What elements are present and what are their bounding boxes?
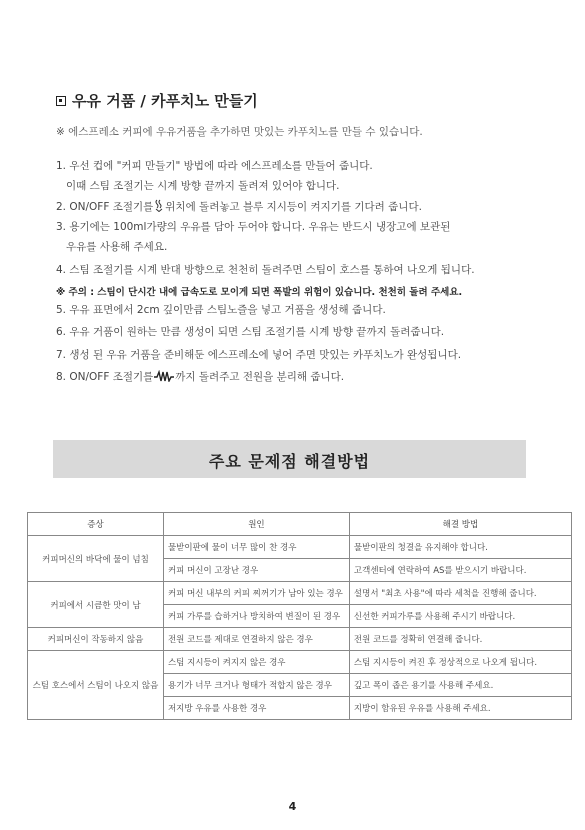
symptom-cell: 스팀 호스에서 스팀이 나오지 않음 — [28, 651, 164, 720]
solution-cell: 고객센터에 연락하여 AS를 받으시기 바랍니다. — [349, 559, 571, 582]
step-8 — [56, 369, 344, 385]
troubleshooting-title: 주요 문제점 해결방법 — [208, 452, 371, 471]
heater-wave-icon — [153, 370, 175, 385]
cause-cell: 커피 머신 내부의 커피 찌꺼기가 남아 있는 경우 — [163, 582, 349, 605]
symptom-cell: 커피머신이 작동하지 않음 — [28, 628, 164, 651]
cause-cell: 커피 가루를 습하거나 방치하여 변질이 된 경우 — [163, 605, 349, 628]
table-row — [28, 536, 572, 559]
step-2-post: 위치에 돌려놓고 블루 지시등이 켜지기를 기다려 줍니다. — [165, 201, 422, 213]
solution-cell: 전원 코드를 정확히 연결해 줍니다. — [349, 628, 571, 651]
troubleshooting-table — [27, 512, 572, 720]
header-symptom: 증상 — [28, 513, 164, 536]
step-7: 7. 생성 된 우유 거품을 준비해둔 에스프레소에 넣어 주면 맛있는 카푸치노가 완성됩니다. — [56, 349, 462, 361]
caution-note: ※ 주의 : 스팀이 단시간 내에 급속도로 모이게 되면 폭발의 위험이 있습니다. 천천히 돌려 주세요. — [56, 287, 463, 298]
solution-cell: 물받이판의 청결을 유지해야 합니다. — [349, 536, 571, 559]
symptom-cell: 커피머신의 바닥에 물이 넘침 — [28, 536, 164, 582]
step-3: 3. 용기에는 100ml가량의 우유를 담아 두어야 합니다. 우유는 반드시 냉장고에 보관된 — [56, 221, 451, 233]
steam-icon — [153, 199, 165, 215]
cause-cell: 물받이판에 물이 너무 많이 찬 경우 — [163, 536, 349, 559]
step-8-post: 까지 돌려주고 전원을 분리해 줍니다. — [175, 371, 345, 383]
step-3-detail: 우유를 사용해 주세요. — [66, 241, 168, 253]
page-number: 4 — [288, 800, 297, 813]
header-cause: 원인 — [163, 513, 349, 536]
cause-cell: 전원 코드를 제대로 연결하지 않은 경우 — [163, 628, 349, 651]
step-5: 5. 우유 표면에서 2cm 깊이만큼 스팀노즐을 넣고 거품을 생성해 줍니다. — [56, 304, 386, 316]
table-row — [28, 582, 572, 605]
step-8-pre: 8. ON/OFF 조절기를 — [56, 371, 154, 383]
table-row — [28, 628, 572, 651]
solution-cell: 신선한 커피가루를 사용해 주시기 바랍니다. — [349, 605, 571, 628]
table-row — [28, 651, 572, 674]
step-1-detail: 이때 스팀 조절기는 시계 방향 끝까지 돌려져 있어야 합니다. — [66, 180, 340, 192]
cause-cell: 저지방 우유를 사용한 경우 — [163, 697, 349, 720]
step-6: 6. 우유 거품이 원하는 만큼 생성이 되면 스팀 조절기를 시계 방향 끝까지 돌려줍니다. — [56, 326, 445, 338]
cause-cell: 커피 머신이 고장난 경우 — [163, 559, 349, 582]
solution-cell: 깊고 폭이 좁은 용기를 사용해 주세요. — [349, 674, 571, 697]
solution-cell: 설명서 "최초 사용"에 따라 세척을 진행해 줍니다. — [349, 582, 571, 605]
square-bullet-icon — [56, 96, 66, 106]
step-4: 4. 스팀 조절기를 시계 반대 방향으로 천천히 돌려주면 스팀이 호스를 통하여 나오게 됩니다. — [56, 264, 475, 276]
solution-cell: 스팀 지시등이 켜진 후 정상적으로 나오게 됩니다. — [349, 651, 571, 674]
intro-note: ※ 에스프레소 커피에 우유거품을 추가하면 맛있는 카푸치노를 만들 수 있습니다. — [56, 126, 423, 138]
cause-cell: 스팀 지시등이 켜지지 않은 경우 — [163, 651, 349, 674]
troubleshooting-banner — [53, 440, 526, 478]
section-title-text: 우유 거품 / 카푸치노 만들기 — [72, 92, 258, 110]
table-header-row — [28, 513, 572, 536]
step-1: 1. 우선 컵에 "커피 만들기" 방법에 따라 에스프레소를 만들어 줍니다. — [56, 160, 373, 172]
step-2 — [56, 199, 422, 215]
solution-cell: 지방이 함유된 우유를 사용해 주세요. — [349, 697, 571, 720]
section-title — [56, 90, 258, 111]
cause-cell: 용기가 너무 크거나 형태가 적합지 않은 경우 — [163, 674, 349, 697]
header-solution: 해결 방법 — [349, 513, 571, 536]
symptom-cell: 커피에서 시큼한 맛이 남 — [28, 582, 164, 628]
step-2-pre: 2. ON/OFF 조절기를 — [56, 201, 154, 213]
